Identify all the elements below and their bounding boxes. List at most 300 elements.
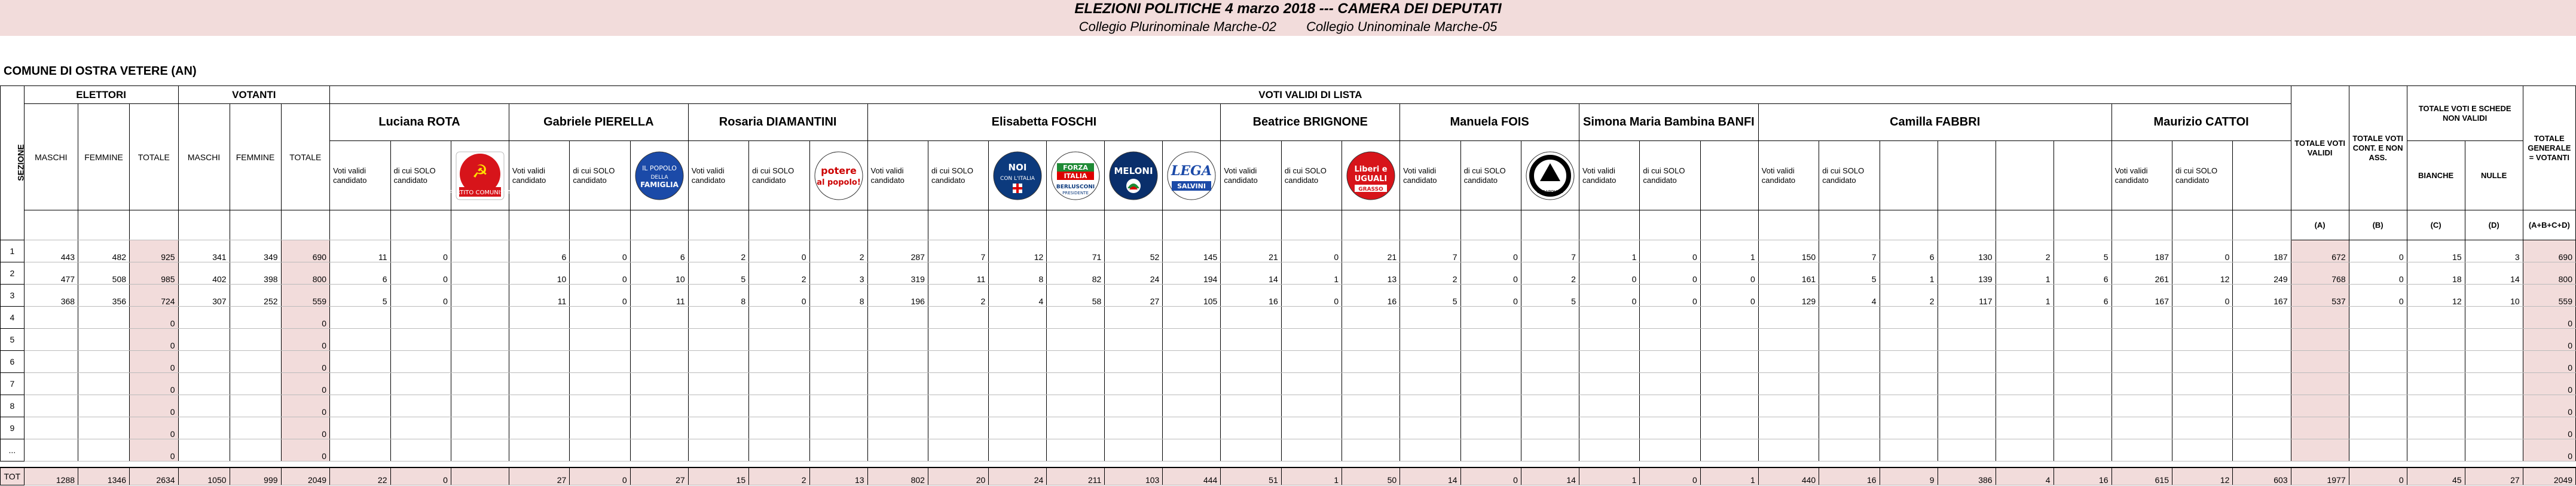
empty-value bbox=[1579, 373, 1639, 395]
empty-value bbox=[989, 439, 1047, 461]
elettori-totale-header: TOTALE bbox=[130, 104, 179, 210]
empty-value bbox=[867, 373, 928, 395]
empty-value bbox=[1521, 329, 1579, 351]
candidate-value: 0 bbox=[2172, 240, 2233, 262]
empty-value bbox=[1047, 395, 1105, 417]
candidate-value: 0 bbox=[1460, 467, 1521, 485]
section-number: 9 bbox=[1, 417, 25, 439]
empty-value bbox=[2349, 417, 2407, 439]
empty-value bbox=[1640, 307, 1700, 329]
empty-value bbox=[2233, 351, 2291, 373]
candidate-value: 802 bbox=[867, 467, 928, 485]
svg-text:PARTITO COMUNISTA: PARTITO COMUNISTA bbox=[448, 189, 512, 196]
spacer-cell bbox=[1, 461, 2576, 467]
empty-value bbox=[1996, 373, 2054, 395]
empty-value bbox=[24, 439, 78, 461]
elettori-value: 724 bbox=[130, 285, 179, 307]
empty-value bbox=[1400, 439, 1460, 461]
empty-value bbox=[867, 329, 928, 351]
empty-value bbox=[1938, 439, 1996, 461]
empty-value bbox=[749, 417, 809, 439]
empty-value bbox=[509, 329, 569, 351]
blank-cell bbox=[1105, 210, 1163, 240]
empty-value bbox=[1700, 439, 1758, 461]
empty-value bbox=[2291, 417, 2349, 439]
candidate-value: 12 bbox=[2172, 467, 2233, 485]
candidate-value: 0 bbox=[570, 285, 630, 307]
empty-value bbox=[330, 373, 390, 395]
empty-value bbox=[24, 417, 78, 439]
empty-value bbox=[1105, 417, 1163, 439]
votanti-value: 2049 bbox=[281, 467, 330, 485]
page-title: ELEZIONI POLITICHE 4 marzo 2018 --- CAMERA DEI DEPUTATI bbox=[0, 0, 2576, 18]
blank-cell bbox=[78, 210, 130, 240]
header-row-groups bbox=[1, 86, 2576, 104]
candidate-value: 1 bbox=[1996, 285, 2054, 307]
blank-cell bbox=[1996, 210, 2054, 240]
empty-value bbox=[178, 373, 230, 395]
code-label: (D) bbox=[2465, 210, 2523, 240]
empty-value bbox=[2349, 439, 2407, 461]
di-cui-solo-label: di cui SOLO candidato bbox=[570, 141, 630, 210]
empty-value bbox=[1758, 329, 1819, 351]
svg-text:IL POPOLO: IL POPOLO bbox=[641, 164, 677, 172]
empty-value bbox=[570, 351, 630, 373]
empty-value bbox=[2054, 351, 2111, 373]
empty-value bbox=[1460, 351, 1521, 373]
candidate-value: 0 bbox=[1281, 240, 1342, 262]
empty-value bbox=[78, 417, 130, 439]
candidate-value: 0 bbox=[1460, 285, 1521, 307]
totali-value: 559 bbox=[2523, 285, 2575, 307]
empty-value bbox=[749, 373, 809, 395]
empty-value bbox=[1758, 373, 1819, 395]
blank-cell bbox=[570, 210, 630, 240]
empty-value bbox=[390, 395, 451, 417]
popolo-della-famiglia-logo bbox=[634, 150, 685, 201]
empty-value bbox=[1521, 395, 1579, 417]
empty-value bbox=[330, 439, 390, 461]
votanti-value: 1050 bbox=[178, 467, 230, 485]
svg-text:GRASSO: GRASSO bbox=[1358, 186, 1383, 192]
liberi-e-uguali-logo bbox=[1345, 150, 1397, 201]
empty-value bbox=[178, 395, 230, 417]
casapound-logo bbox=[1524, 150, 1576, 201]
section-number: 1 bbox=[1, 240, 25, 262]
di-cui-solo-label: di cui SOLO candidato bbox=[928, 141, 988, 210]
totali-value: 12 bbox=[2407, 285, 2465, 307]
candidate-value: 187 bbox=[2111, 240, 2172, 262]
totali-value: 45 bbox=[2407, 467, 2465, 485]
voti-validi-candidato-label: Voti validi candidato bbox=[2111, 141, 2172, 210]
empty-value bbox=[1819, 351, 1880, 373]
candidate-value: 24 bbox=[989, 467, 1047, 485]
empty-value bbox=[1640, 329, 1700, 351]
empty-value bbox=[688, 417, 748, 439]
empty-value bbox=[1047, 307, 1105, 329]
empty-value bbox=[1460, 395, 1521, 417]
totali-value: 3 bbox=[2465, 240, 2523, 262]
svg-text:CON L'ITALIA: CON L'ITALIA bbox=[1000, 175, 1035, 182]
header-row-candidates bbox=[1, 104, 2576, 141]
totali-value: 10 bbox=[2465, 285, 2523, 307]
candidate-value: 1 bbox=[1700, 240, 1758, 262]
blank-cell bbox=[1281, 210, 1342, 240]
candidate-value: 14 bbox=[1521, 467, 1579, 485]
empty-value bbox=[1281, 395, 1342, 417]
empty-value bbox=[390, 417, 451, 439]
empty-value bbox=[2349, 395, 2407, 417]
collegio-subtitle bbox=[0, 18, 2576, 36]
empty-value bbox=[570, 395, 630, 417]
candidate-value: 2 bbox=[749, 262, 809, 285]
empty-value bbox=[230, 307, 281, 329]
empty-value bbox=[1700, 351, 1758, 373]
candidate-value: 5 bbox=[1819, 262, 1880, 285]
empty-value bbox=[230, 439, 281, 461]
voti-validi-candidato-label: Voti validi candidato bbox=[867, 141, 928, 210]
blank-cell bbox=[809, 210, 867, 240]
empty-value bbox=[1880, 395, 1938, 417]
party-logo-cell bbox=[448, 141, 512, 210]
candidate-value bbox=[451, 467, 509, 485]
empty-value bbox=[1342, 373, 1400, 395]
blank-cell bbox=[509, 210, 569, 240]
empty-value bbox=[867, 307, 928, 329]
candidate-value: 0 bbox=[390, 285, 451, 307]
empty-value bbox=[1640, 373, 1700, 395]
candidate-value: 51 bbox=[1221, 467, 1281, 485]
section-row-empty bbox=[1, 307, 2576, 329]
empty-value bbox=[230, 373, 281, 395]
empty-value bbox=[1460, 417, 1521, 439]
voti-validi-candidato-label: Voti validi candidato bbox=[1758, 141, 1819, 210]
empty-value bbox=[809, 395, 867, 417]
empty-value bbox=[1640, 351, 1700, 373]
section-row bbox=[1, 240, 2576, 262]
empty-value bbox=[1400, 373, 1460, 395]
section-row-empty bbox=[1, 351, 2576, 373]
di-cui-solo-label: di cui SOLO candidato bbox=[749, 141, 809, 210]
empty-value bbox=[78, 439, 130, 461]
lega-logo bbox=[1166, 150, 1217, 201]
empty-value bbox=[1281, 439, 1342, 461]
candidate-value: 0 bbox=[1640, 262, 1700, 285]
elettori-value: 482 bbox=[78, 240, 130, 262]
candidate-value: 6 bbox=[2054, 285, 2111, 307]
candidate-value: 187 bbox=[2233, 240, 2291, 262]
empty-value bbox=[688, 439, 748, 461]
candidate-value bbox=[451, 262, 509, 285]
empty-value bbox=[230, 395, 281, 417]
elettori-value: 477 bbox=[24, 262, 78, 285]
empty-value bbox=[1281, 417, 1342, 439]
blank-cell bbox=[390, 210, 451, 240]
empty-value bbox=[2172, 439, 2233, 461]
empty-value bbox=[1938, 307, 1996, 329]
empty-value: 0 bbox=[130, 307, 179, 329]
totali-value: 768 bbox=[2291, 262, 2349, 285]
blank-cell bbox=[1400, 210, 1460, 240]
empty-value bbox=[1579, 439, 1639, 461]
candidate-value: 0 bbox=[1281, 285, 1342, 307]
empty-value bbox=[2054, 329, 2111, 351]
blank-cell bbox=[451, 210, 509, 240]
empty-value bbox=[1819, 417, 1880, 439]
empty-value bbox=[2111, 351, 2172, 373]
blank-cell bbox=[928, 210, 988, 240]
empty-value bbox=[1880, 417, 1938, 439]
empty-value bbox=[570, 439, 630, 461]
empty-value bbox=[451, 351, 509, 373]
empty-value bbox=[1163, 351, 1221, 373]
candidate-value: 129 bbox=[1758, 285, 1819, 307]
empty-value: 0 bbox=[281, 307, 330, 329]
votanti-value: 349 bbox=[230, 240, 281, 262]
empty-value bbox=[1521, 351, 1579, 373]
candidate-value: 4 bbox=[1819, 285, 1880, 307]
candidate-value: 0 bbox=[2172, 285, 2233, 307]
candidate-value: 13 bbox=[809, 467, 867, 485]
candidate-value: 105 bbox=[1163, 285, 1221, 307]
empty-value bbox=[509, 417, 569, 439]
collegio-uninominale: Collegio Uninominale Marche-05 bbox=[1306, 19, 1498, 34]
candidate-value: 386 bbox=[1938, 467, 1996, 485]
empty-value bbox=[1938, 351, 1996, 373]
candidate-value: 0 bbox=[390, 467, 451, 485]
elettori-value: 443 bbox=[24, 240, 78, 262]
empty-value: 0 bbox=[281, 351, 330, 373]
bianche-header: BIANCHE bbox=[2407, 141, 2465, 210]
empty-value bbox=[1758, 439, 1819, 461]
candidate-value: 319 bbox=[867, 262, 928, 285]
empty-value bbox=[1047, 373, 1105, 395]
blank-cell bbox=[1880, 210, 1938, 240]
votanti-value: 402 bbox=[178, 262, 230, 285]
empty-value bbox=[2054, 395, 2111, 417]
empty-value bbox=[809, 307, 867, 329]
section-number: 4 bbox=[1, 307, 25, 329]
svg-text:FORZA: FORZA bbox=[1063, 163, 1089, 172]
candidate-value: 27 bbox=[630, 467, 688, 485]
empty-value bbox=[1996, 351, 2054, 373]
candidate-name: Camilla FABBRI bbox=[1758, 104, 2111, 141]
empty-value bbox=[867, 417, 928, 439]
empty-value bbox=[178, 351, 230, 373]
voti-validi-lista-header: VOTI VALIDI DI LISTA bbox=[330, 86, 2291, 104]
empty-value bbox=[1880, 439, 1938, 461]
svg-text:al popolo!: al popolo! bbox=[816, 178, 861, 187]
empty-value bbox=[1460, 307, 1521, 329]
section-number: 8 bbox=[1, 395, 25, 417]
candidate-value: 5 bbox=[1521, 285, 1579, 307]
empty-value bbox=[1105, 395, 1163, 417]
empty-value bbox=[2172, 329, 2233, 351]
candidate-value: 7 bbox=[1521, 240, 1579, 262]
empty-value bbox=[2054, 439, 2111, 461]
party-logo-cell bbox=[2054, 141, 2111, 210]
svg-text:PRESIDENTE: PRESIDENTE bbox=[1062, 190, 1089, 195]
candidate-value: 1 bbox=[1281, 467, 1342, 485]
party-logo-cell bbox=[1105, 141, 1163, 210]
empty-value bbox=[390, 307, 451, 329]
empty-value bbox=[2172, 307, 2233, 329]
totale-generale-header: TOTALE GENERALE = VOTANTI bbox=[2523, 86, 2575, 210]
empty-value bbox=[630, 373, 688, 395]
elettori-value: 356 bbox=[78, 285, 130, 307]
noi-con-italia-logo bbox=[992, 150, 1043, 201]
candidate-name: Elisabetta FOSCHI bbox=[867, 104, 1221, 141]
empty-value bbox=[390, 329, 451, 351]
empty-value: 0 bbox=[130, 329, 179, 351]
empty-value bbox=[330, 329, 390, 351]
empty-value bbox=[390, 373, 451, 395]
empty-value bbox=[809, 351, 867, 373]
empty-value bbox=[330, 395, 390, 417]
blank-cell bbox=[230, 210, 281, 240]
code-label: (B) bbox=[2349, 210, 2407, 240]
empty-value bbox=[749, 307, 809, 329]
empty-value bbox=[928, 329, 988, 351]
empty-value bbox=[2465, 307, 2523, 329]
elettori-value: 2634 bbox=[130, 467, 179, 485]
candidate-value: 11 bbox=[330, 240, 390, 262]
totali-value: 672 bbox=[2291, 240, 2349, 262]
elettori-femmine-header: FEMMINE bbox=[78, 104, 130, 210]
empty-value bbox=[630, 329, 688, 351]
blank-cell bbox=[1460, 210, 1521, 240]
elettori-value: 1346 bbox=[78, 467, 130, 485]
candidate-value: 22 bbox=[330, 467, 390, 485]
candidate-value bbox=[451, 285, 509, 307]
code-label: (C) bbox=[2407, 210, 2465, 240]
non-validi-header: TOTALE VOTI E SCHEDE NON VALIDI bbox=[2407, 86, 2523, 141]
empty-value bbox=[78, 307, 130, 329]
empty-value bbox=[78, 329, 130, 351]
candidate-value: 130 bbox=[1938, 240, 1996, 262]
candidate-value: 603 bbox=[2233, 467, 2291, 485]
party-logo-cell bbox=[2233, 141, 2291, 210]
empty-value bbox=[1460, 373, 1521, 395]
empty-value bbox=[1281, 307, 1342, 329]
elettori-value: 925 bbox=[130, 240, 179, 262]
empty-value bbox=[78, 351, 130, 373]
empty-value bbox=[1640, 395, 1700, 417]
candidate-value: 0 bbox=[1579, 262, 1639, 285]
empty-value bbox=[2465, 373, 2523, 395]
empty-value bbox=[1400, 395, 1460, 417]
empty-value bbox=[2111, 373, 2172, 395]
votanti-value: 252 bbox=[230, 285, 281, 307]
empty-value bbox=[2465, 395, 2523, 417]
empty-value bbox=[1758, 395, 1819, 417]
spacer-row bbox=[1, 461, 2576, 467]
section-number: ... bbox=[1, 439, 25, 461]
empty-value bbox=[509, 307, 569, 329]
candidate-value: 0 bbox=[1640, 467, 1700, 485]
candidate-value: 0 bbox=[749, 285, 809, 307]
empty-value bbox=[989, 329, 1047, 351]
empty-value bbox=[1938, 417, 1996, 439]
candidate-value: 6 bbox=[630, 240, 688, 262]
empty-value bbox=[2111, 417, 2172, 439]
candidate-value: 1 bbox=[1579, 467, 1639, 485]
empty-value bbox=[1400, 417, 1460, 439]
candidate-value: 6 bbox=[509, 240, 569, 262]
empty-value bbox=[1047, 329, 1105, 351]
section-row-empty bbox=[1, 329, 2576, 351]
candidate-value: 11 bbox=[630, 285, 688, 307]
empty-value bbox=[1105, 307, 1163, 329]
candidate-value: 14 bbox=[1221, 262, 1281, 285]
empty-value bbox=[1342, 351, 1400, 373]
empty-value bbox=[928, 351, 988, 373]
empty-value bbox=[1758, 417, 1819, 439]
empty-value bbox=[509, 439, 569, 461]
totali-value: 0 bbox=[2349, 240, 2407, 262]
empty-value bbox=[1400, 329, 1460, 351]
candidate-value: 2 bbox=[749, 467, 809, 485]
candidate-value: 58 bbox=[1047, 285, 1105, 307]
voti-validi-candidato-label: Voti validi candidato bbox=[1221, 141, 1281, 210]
empty-value bbox=[2407, 329, 2465, 351]
totali-value: 18 bbox=[2407, 262, 2465, 285]
svg-text:SALVINI: SALVINI bbox=[1177, 182, 1206, 190]
candidate-value: 1 bbox=[1880, 262, 1938, 285]
candidate-value: 2 bbox=[688, 240, 748, 262]
empty-value bbox=[688, 329, 748, 351]
svg-text:BERLUSCONI: BERLUSCONI bbox=[1056, 184, 1095, 190]
candidate-value: 3 bbox=[809, 262, 867, 285]
candidate-value: 167 bbox=[2111, 285, 2172, 307]
blank-cell bbox=[749, 210, 809, 240]
blank-cell bbox=[1163, 210, 1221, 240]
empty-value bbox=[1938, 329, 1996, 351]
candidate-value: 2 bbox=[1400, 262, 1460, 285]
votanti-value: 690 bbox=[281, 240, 330, 262]
elettori-value: 508 bbox=[78, 262, 130, 285]
candidate-value: 0 bbox=[390, 262, 451, 285]
empty-value bbox=[749, 329, 809, 351]
candidate-value: 52 bbox=[1105, 240, 1163, 262]
nulle-header: NULLE bbox=[2465, 141, 2523, 210]
elettori-value: 985 bbox=[130, 262, 179, 285]
empty-value bbox=[1047, 417, 1105, 439]
party-logo-cell bbox=[1047, 141, 1105, 210]
empty-value bbox=[1342, 395, 1400, 417]
empty-value bbox=[1579, 329, 1639, 351]
section-row bbox=[1, 262, 2576, 285]
blank-cell bbox=[1640, 210, 1700, 240]
empty-value bbox=[2291, 439, 2349, 461]
empty-value bbox=[1819, 439, 1880, 461]
candidate-value: 50 bbox=[1342, 467, 1400, 485]
candidate-value: 6 bbox=[2054, 262, 2111, 285]
empty-value: 0 bbox=[130, 417, 179, 439]
empty-value bbox=[1163, 329, 1221, 351]
totale-voti-validi-header: TOTALE VOTI VALIDI bbox=[2291, 86, 2349, 210]
empty-value bbox=[2465, 351, 2523, 373]
candidate-value: 167 bbox=[2233, 285, 2291, 307]
empty-value bbox=[1819, 307, 1880, 329]
candidate-value: 16 bbox=[2054, 467, 2111, 485]
candidate-value: 16 bbox=[1342, 285, 1400, 307]
section-row-empty bbox=[1, 373, 2576, 395]
empty-value: 0 bbox=[130, 395, 179, 417]
candidate-value: 287 bbox=[867, 240, 928, 262]
empty-value bbox=[688, 373, 748, 395]
empty-value bbox=[2291, 395, 2349, 417]
